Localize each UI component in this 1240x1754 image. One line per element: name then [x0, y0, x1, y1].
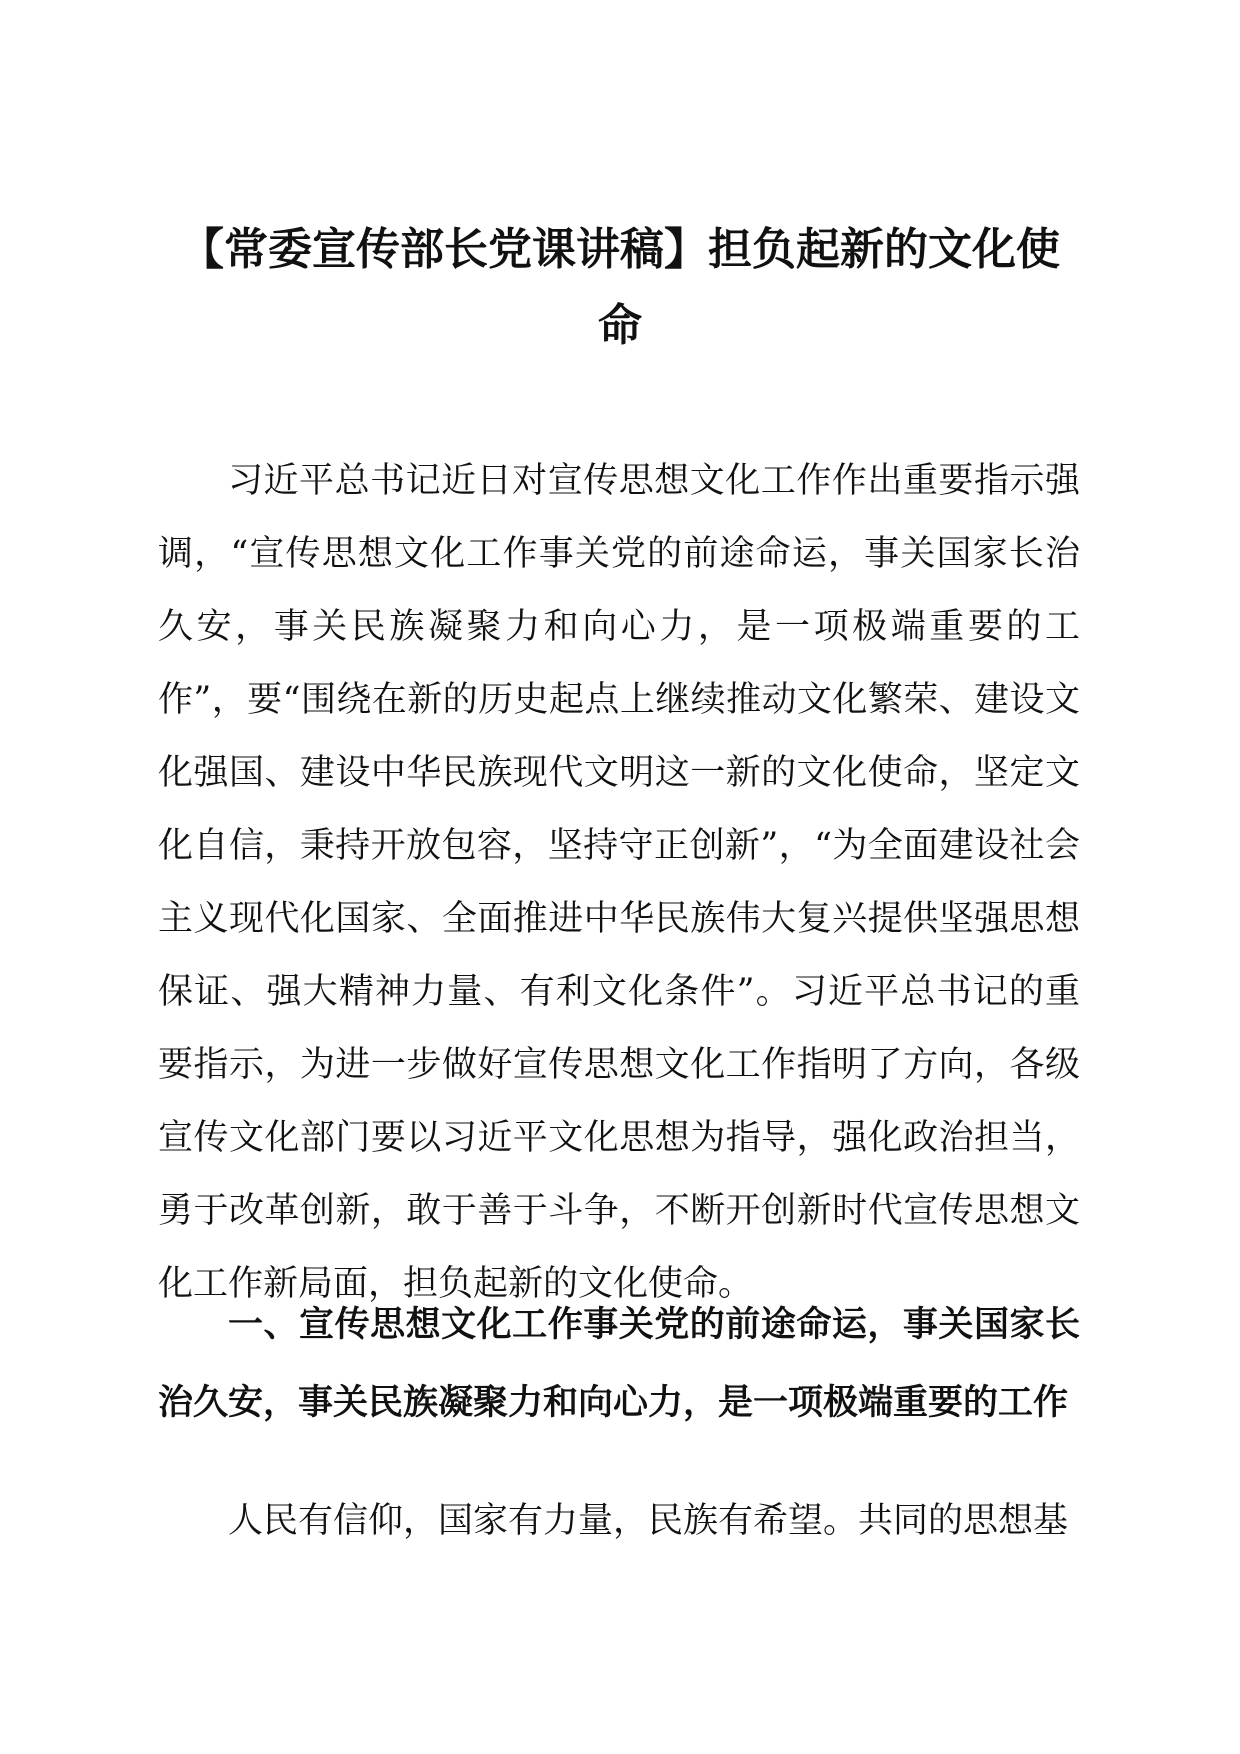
- document-title-line-2: 命: [598, 300, 642, 351]
- section-1-heading: 一、宣传思想文化工作事关党的前途命运，事关国家长治久安，事关民族凝聚力和向心力，是一项极端重要的工作: [158, 1305, 1080, 1423]
- intro-paragraph: 习近平总书记近日对宣传思想文化工作作出重要指示强调，“宣传思想文化工作事关党的前途命运，事关国家长治久安，事关民族凝聚力和向心力，是一项极端重要的工作”，要“围绕在新的历史起点上继续推动文化繁荣、建设文化强国、建设中华民族现代文明这一新的文化使命，坚定文化自信，秉持开放包容，坚持守正创新”，“为全面建设社会主义现代化国家、全面推进中华民族伟大复兴提供坚强思想保证、强大精神力量、有利文化条件”。习近平总书记的重要指示，为进一步做好宣传思想文化工作指明了方向，各级宣传文化部门要以习近平文化思想为指导，强化政治担当，勇于改革创新，敢于善于斗争，不断开创新时代宣传思想文化工作新局面，担负起新的文化使命。: [158, 461, 1080, 1304]
- document-title-line-1: 【常委宣传部长党课讲稿】担负起新的文化使: [180, 224, 1060, 275]
- document-title: [150, 212, 1090, 364]
- section-1-paragraph: 人民有信仰，国家有力量，民族有希望。共同的思想基: [228, 1501, 1069, 1541]
